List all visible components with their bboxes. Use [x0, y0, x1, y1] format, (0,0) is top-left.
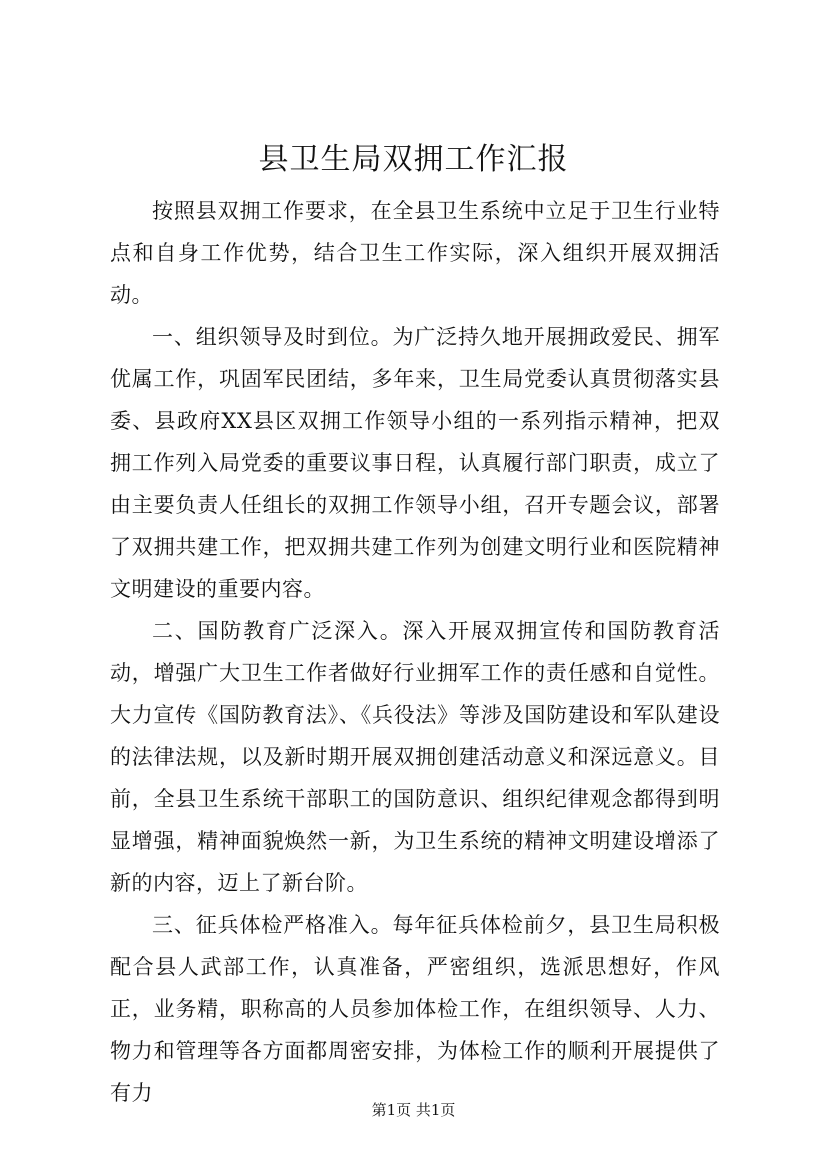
document-body: [110, 190, 720, 1114]
paragraph-section-3: 三、征兵体检严格准入。每年征兵体检前夕，县卫生局积极配合县人武部工作，认真准备，严密组织，选派思想好，作风正，业务精，职称高的人员参加体检工作，在组织领导、人力、物力和管理等各方面都周密安排，为体检工作的顺利开展提供了有力: [110, 913, 720, 1105]
page-footer: 第1页 共1页: [371, 1101, 456, 1119]
paragraph-intro: 按照县双拥工作要求，在全县卫生系统中立足于卫生行业特点和自身工作优势，结合卫生工作实际，深入组织开展双拥活动。: [110, 199, 720, 307]
paragraph-section-1: 一、组织领导及时到位。为广泛持久地开展拥政爱民、拥军优属工作，巩固军民团结，多年来，卫生局党委认真贯彻落实县委、县政府XX县区双拥工作领导小组的一系列指示精神，把双拥工作列入局党委的重要议事日程，认真履行部门职责，成立了由主要负责人任组长的双拥工作领导小组，召开专题会议，部署了双拥共建工作，把双拥共建工作列为创建文明行业和医院精神文明建设的重要内容。: [110, 325, 720, 601]
paragraph-section-2: 二、国防教育广泛深入。深入开展双拥宣传和国防教育活动，增强广大卫生工作者做好行业拥军工作的责任感和自觉性。大力宣传《国防教育法》、《兵役法》等涉及国防建设和军队建设的法律法规，以及新时期开展双拥创建活动意义和深远意义。目前，全县卫生系统干部职工的国防意识、组织纪律观念都得到明显增强，精神面貌焕然一新，为卫生系统的精神文明建设增添了新的内容，迈上了新台阶。: [110, 619, 720, 895]
document-title: 县卫生局双拥工作汇报: [258, 142, 569, 177]
